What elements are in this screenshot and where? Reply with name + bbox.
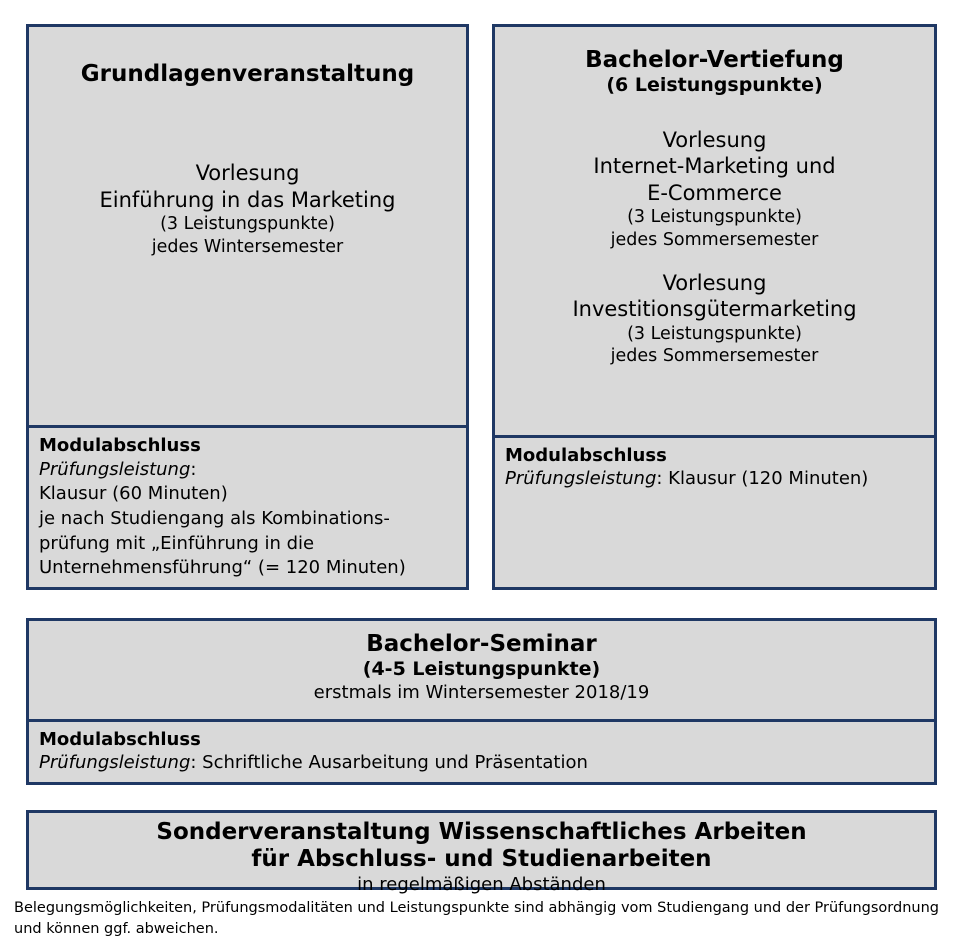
vertiefung-lecture-2-name-line1: Investitionsgütermarketing: [572, 297, 857, 322]
footnote-line-1: Belegungsmöglichkeiten, Prüfungsmodalitäten und Leistungspunkte sind abhängig vom Studiengang und der Prüfungsordnung: [14, 900, 939, 916]
module-box-bachelor-vertiefung: [492, 24, 937, 590]
grundlagen-lecture-credits: (3 Leistungspunkte): [160, 214, 335, 235]
vertiefung-lecture-1-term: jedes Sommersemester: [610, 230, 819, 251]
vertiefung-lecture-1-name-line1: Internet-Marketing und: [593, 154, 836, 179]
footnote: [14, 898, 944, 940]
vertiefung-exam-text: : Klausur (120 Minuten): [656, 468, 869, 490]
grundlagen-exam-label-row: [39, 458, 456, 483]
vertiefung-lecture-1-credits: (3 Leistungspunkte): [627, 207, 802, 228]
grundlagen-lecture-kind: Vorlesung: [195, 161, 300, 186]
vertiefung-exam-row: [505, 467, 924, 492]
seminar-credits: (4-5 Leistungspunkte): [362, 658, 601, 681]
sonder-content: [29, 813, 934, 904]
seminar-note: erstmals im Wintersemester 2018/19: [313, 681, 650, 703]
seminar-content: [29, 621, 934, 719]
seminar-modulabschluss: [29, 719, 934, 782]
footnote-line-2: und können ggf. abweichen.: [14, 921, 219, 938]
grundlagen-lecture-name: Einführung in das Marketing: [99, 187, 396, 212]
sonder-title-line1: Sonderveranstaltung Wissenschaftliches Arbeiten: [156, 819, 807, 845]
seminar-exam-row: [39, 751, 924, 776]
seminar-modulabschluss-heading: Modulabschluss: [39, 728, 201, 750]
grundlagen-lecture-term: jedes Wintersemester: [151, 236, 344, 257]
module-box-bachelor-seminar: [26, 618, 937, 785]
module-box-sonderveranstaltung: [26, 810, 937, 896]
vertiefung-lecture-1-name-line2: E-Commerce: [647, 180, 782, 205]
sonder-note: in regelmäßigen Abständen: [357, 874, 606, 896]
grundlagen-modulabschluss-heading: Modulabschluss: [39, 435, 201, 457]
vertiefung-lecture-2-term: jedes Sommersemester: [610, 346, 819, 367]
grundlagen-exam-line-1: Klausur (60 Minuten): [39, 483, 228, 505]
vertiefung-lecture-2-credits: (3 Leistungspunkte): [627, 323, 802, 344]
grundlagen-modulabschluss: [29, 425, 466, 587]
vertiefung-lecture-1-kind: Vorlesung: [662, 127, 767, 152]
grundlagen-exam-label: Prüfungsleistung: [39, 458, 191, 480]
grundlagen-exam-line-4: Unternehmensführung“ (= 120 Minuten): [39, 557, 406, 579]
grundlagen-exam-sep: :: [190, 458, 197, 480]
seminar-title: Bachelor-Seminar: [366, 631, 597, 657]
grundlagen-content: [29, 27, 466, 425]
module-box-grundlagenveranstaltung: [26, 24, 469, 590]
seminar-exam-text: : Schriftliche Ausarbeitung und Präsentation: [190, 752, 588, 774]
vertiefung-credits: (6 Leistungspunkte): [606, 74, 823, 97]
vertiefung-lecture-2-kind: Vorlesung: [662, 270, 767, 295]
grundlagen-exam-line-2: je nach Studiengang als Kombinations-: [39, 508, 390, 530]
seminar-exam-label: Prüfungsleistung: [39, 752, 191, 774]
sonder-title-line2: für Abschluss- und Studienarbeiten: [251, 846, 712, 873]
vertiefung-modulabschluss: [495, 435, 934, 587]
vertiefung-content: [495, 27, 934, 435]
grundlagen-title: Grundlagenveranstaltung: [80, 61, 415, 87]
vertiefung-exam-label: Prüfungsleistung: [505, 468, 657, 490]
grundlagen-exam-line-3: prüfung mit „Einführung in die: [39, 532, 315, 554]
vertiefung-modulabschluss-heading: Modulabschluss: [505, 445, 667, 466]
vertiefung-title: Bachelor-Vertiefung: [585, 47, 844, 73]
